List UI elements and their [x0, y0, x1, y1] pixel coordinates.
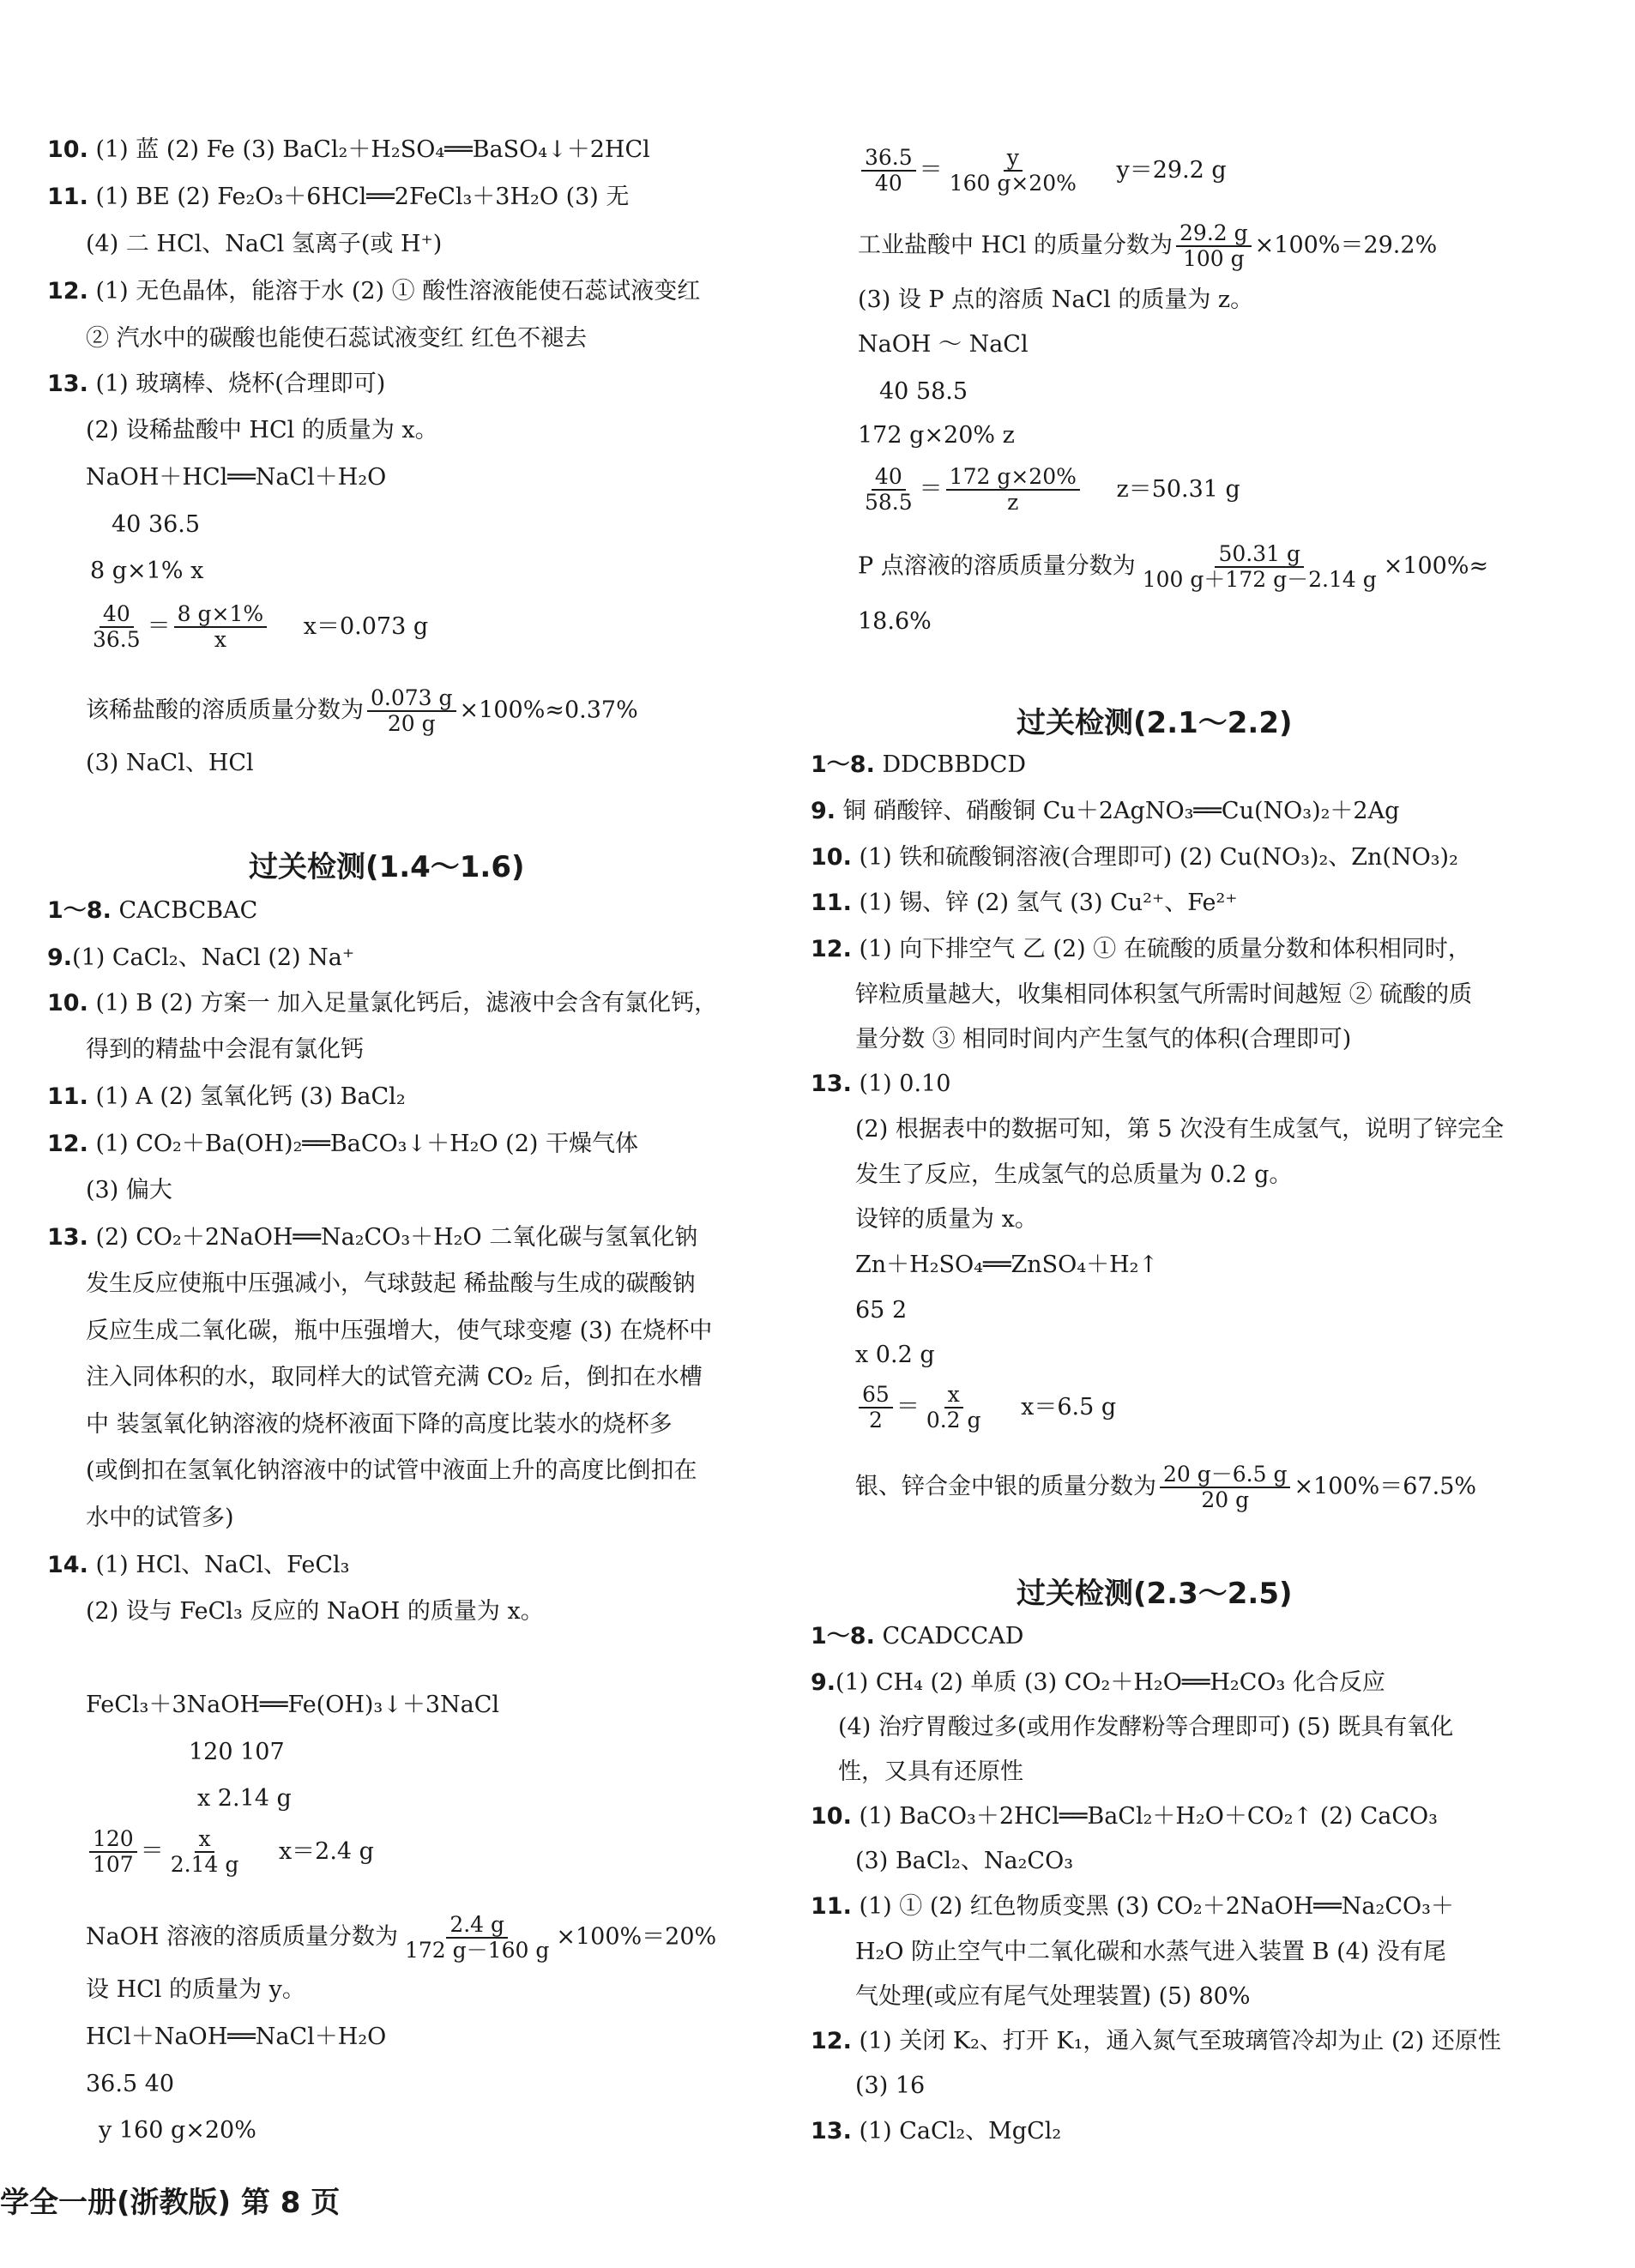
answer-c13-line4: 设锌的质量为 x。	[855, 1206, 1038, 1233]
answer-b1: 1～8. CACBCBAC	[47, 897, 258, 924]
section-heading-3: 过关检测(2.3～2.5)	[1017, 1577, 1293, 1611]
answer-11: 11. (1) BE (2) Fe₂O₃＋6HCl══2FeCl₃＋3H₂O (3) 无	[47, 184, 630, 210]
answer-b10-line2: 得到的精盐中会混有氯化钙	[86, 1036, 364, 1063]
section-heading-1: 过关检测(1.4～1.6)	[249, 850, 525, 884]
mass-fraction: 该稀盐酸的溶质质量分数为 $\frac{0.073 g}{20 g}$ ×100%≈0.37%	[86, 685, 638, 736]
answer-b13-line2: 发生反应使瓶中压强减小，气球鼓起 稀盐酸与生成的碳酸钠	[86, 1270, 696, 1297]
mass-fraction: 银、锌合金中银的质量分数为 $\frac{20 g-6.5 g}{20 g}$ ×100%＝67.5%	[855, 1462, 1477, 1512]
proportion: $\frac{65}{2}$ ＝ $\frac{x}{0.2 g}$ x＝6.5 g	[855, 1383, 1116, 1433]
answer-d12-line2: (3) 16	[855, 2072, 926, 2099]
answer-c11: 11. (1) 锡、锌 (2) 氢气 (3) Cu²⁺、Fe²⁺	[811, 890, 1238, 916]
answer-b10: 10. (1) B (2) 方案一 加入足量氯化钙后，滤液中会含有氯化钙，	[47, 990, 718, 1016]
answer-d9-line3: 性，又具有还原性	[838, 1758, 1023, 1785]
answer-b13-line3: 反应生成二氧化碳，瓶中压强增大，使气球变瘪 (3) 在烧杯中	[86, 1318, 713, 1344]
answer-b14: 14. (1) HCl、NaCl、FeCl₃	[47, 1552, 350, 1578]
mass-fraction: P 点溶液的溶质质量分数为 $\frac{50.31 g}{100 g+172 g-2.14 g}$ ×100%≈	[858, 541, 1489, 592]
equation-ratio: 120 107	[189, 1739, 285, 1765]
answer-c1: 1～8. DDCBBDCD	[811, 751, 1027, 778]
answer-b14-step: (2) 设与 FeCl₃ 反应的 NaOH 的质量为 x。	[86, 1598, 544, 1625]
equation: NaOH＋HCl══NaCl＋H₂O	[86, 464, 387, 491]
answer-d11-line2: H₂O 防止空气中二氧化碳和水蒸气进入装置 B (4) 没有尾	[855, 1939, 1446, 1965]
answer-12-line2: ② 汽水中的碳酸也能使石蕊试液变红 红色不褪去	[86, 325, 588, 352]
answer-c12: 12. (1) 向下排空气 乙 (2) ① 在硫酸的质量分数和体积相同时，	[811, 936, 1471, 962]
answer-d10: 10. (1) BaCO₃＋2HCl══BaCl₂＋H₂O＋CO₂↑ (2) CaCO₃	[811, 1803, 1438, 1830]
proportion: $\frac{40}{36.5}$ ＝ $\frac{8 g\times 1\%}{x}$ x＝0.073 g	[93, 601, 429, 652]
answer-c13-line3: 发生了反应，生成氢气的总质量为 0.2 g。	[855, 1161, 1293, 1188]
proportion: $\frac{40}{58.5}$ ＝ $\frac{172 g\times 20\%}{z}$ z＝50.31 g	[865, 464, 1240, 515]
section-heading-2: 过关检测(2.1～2.2)	[1017, 706, 1293, 740]
equation-quantities: 8 g×1% x	[90, 558, 204, 584]
answer-d9-line2: (4) 治疗胃酸过多(或用作发酵粉等合理即可) (5) 既具有氧化	[838, 1714, 1454, 1740]
answer-d1: 1～8. CCADCCAD	[811, 1623, 1024, 1650]
answer-d10-line2: (3) BaCl₂、Na₂CO₃	[855, 1848, 1074, 1874]
answer-d9: 9.(1) CH₄ (2) 单质 (3) CO₂＋H₂O══H₂CO₃ 化合反应	[811, 1669, 1385, 1696]
answer-d12: 12. (1) 关闭 K₂、打开 K₁，通入氮气至玻璃管冷却为止 (2) 还原性	[811, 2028, 1501, 2054]
equation-ratio: 40 36.5	[112, 511, 201, 538]
mass-fraction: 工业盐酸中 HCl 的质量分数为 $\frac{29.2 g}{100 g}$ ×100%＝29.2%	[858, 220, 1438, 271]
equation-quantities: y 160 g×20%	[99, 2117, 256, 2144]
answer-b14-step2: 设 HCl 的质量为 y。	[86, 1976, 305, 2003]
result-value: 18.6%	[858, 608, 932, 635]
answer-c12-line2: 锌粒质量越大，收集相同体积氢气所需时间越短 ② 硫酸的质	[855, 981, 1473, 1008]
equation-quantities: x 2.14 g	[197, 1785, 292, 1812]
answer-d11-line3: 气处理(或应有尾气处理装置) (5) 80%	[855, 1983, 1251, 2010]
answer-c13-line2: (2) 根据表中的数据可知，第 5 次没有生成氢气，说明了锌完全	[855, 1116, 1505, 1143]
answer-c9: 9. 铜 硝酸锌、硝酸铜 Cu＋2AgNO₃══Cu(NO₃)₂＋2Ag	[811, 798, 1400, 824]
answer-13-part3: (3) NaCl、HCl	[86, 750, 254, 776]
answer-c10: 10. (1) 铁和硫酸铜溶液(合理即可) (2) Cu(NO₃)₂、Zn(NO₃)₂	[811, 844, 1458, 871]
mass-fraction: NaOH 溶液的溶质质量分数为 $\frac{2.4 g}{172 g-160 g}$ ×100%＝20%	[86, 1912, 717, 1963]
answer-b13-line5: 中 装氢氧化钠溶液的烧杯液面下降的高度比装水的烧杯多	[86, 1411, 673, 1438]
answer-b13: 13. (2) CO₂＋2NaOH══Na₂CO₃＋H₂O 二氧化碳与氢氧化钠	[47, 1224, 698, 1251]
page-footer: 学全一册(浙教版) 第 8 页	[0, 2186, 341, 2220]
answer-12: 12. (1) 无色晶体，能溶于水 (2) ① 酸性溶液能使石蕊试液变红	[47, 278, 701, 305]
answer-b12: 12. (1) CO₂＋Ba(OH)₂══BaCO₃↓＋H₂O (2) 干燥气体	[47, 1131, 638, 1157]
answer-c12-line3: 量分数 ③ 相同时间内产生氢气的体积(合理即可)	[855, 1026, 1352, 1053]
answer-10: 10. (1) 蓝 (2) Fe (3) BaCl₂＋H₂SO₄══BaSO₄↓＋2HCl	[47, 136, 650, 163]
answer-b12-line2: (3) 偏大	[86, 1177, 172, 1203]
equation-quantities: x 0.2 g	[855, 1342, 935, 1368]
answer-d11: 11. (1) ① (2) 红色物质变黑 (3) CO₂＋2NaOH══Na₂CO₃＋	[811, 1893, 1454, 1920]
step-text: (3) 设 P 点的溶质 NaCl 的质量为 z。	[858, 287, 1254, 313]
relation: NaOH ～ NaCl	[858, 331, 1029, 358]
answer-13: 13. (1) 玻璃棒、烧杯(合理即可)	[47, 371, 386, 397]
answer-b13-line7: 水中的试管多)	[86, 1505, 234, 1531]
equation: Zn＋H₂SO₄══ZnSO₄＋H₂↑	[855, 1252, 1159, 1278]
answer-b13-line4: 注入同体积的水，取同样大的试管充满 CO₂ 后，倒扣在水槽	[86, 1364, 703, 1390]
proportion: $\frac{36.5}{40}$ ＝ $\frac{y}{160 g\times 20\%}$ y＝29.2 g	[858, 146, 1227, 196]
answer-13-step: (2) 设稀盐酸中 HCl 的质量为 x。	[86, 417, 438, 443]
answer-b13-line6: (或倒扣在氢氧化钠溶液中的试管中液面上升的高度比倒扣在	[86, 1457, 697, 1484]
answer-d13: 13. (1) CaCl₂、MgCl₂	[811, 2118, 1062, 2144]
equation-ratio: 36.5 40	[86, 2071, 175, 2097]
equation-ratio: 65 2	[855, 1297, 908, 1324]
equation: HCl＋NaOH══NaCl＋H₂O	[86, 2024, 387, 2050]
answer-c13: 13. (1) 0.10	[811, 1071, 951, 1097]
proportion: $\frac{120}{107}$ ＝ $\frac{x}{2.14 g}$ x＝2.4 g	[86, 1827, 374, 1877]
answer-b11: 11. (1) A (2) 氢氧化钙 (3) BaCl₂	[47, 1083, 406, 1110]
answer-11-line2: (4) 二 HCl、NaCl 氢离子(或 H⁺)	[86, 231, 443, 257]
relation-ratio: 40 58.5	[879, 378, 968, 405]
equation: FeCl₃＋3NaOH══Fe(OH)₃↓＋3NaCl	[86, 1692, 500, 1718]
answer-b9: 9.(1) CaCl₂、NaCl (2) Na⁺	[47, 944, 355, 971]
relation-quantities: 172 g×20% z	[858, 422, 1015, 449]
